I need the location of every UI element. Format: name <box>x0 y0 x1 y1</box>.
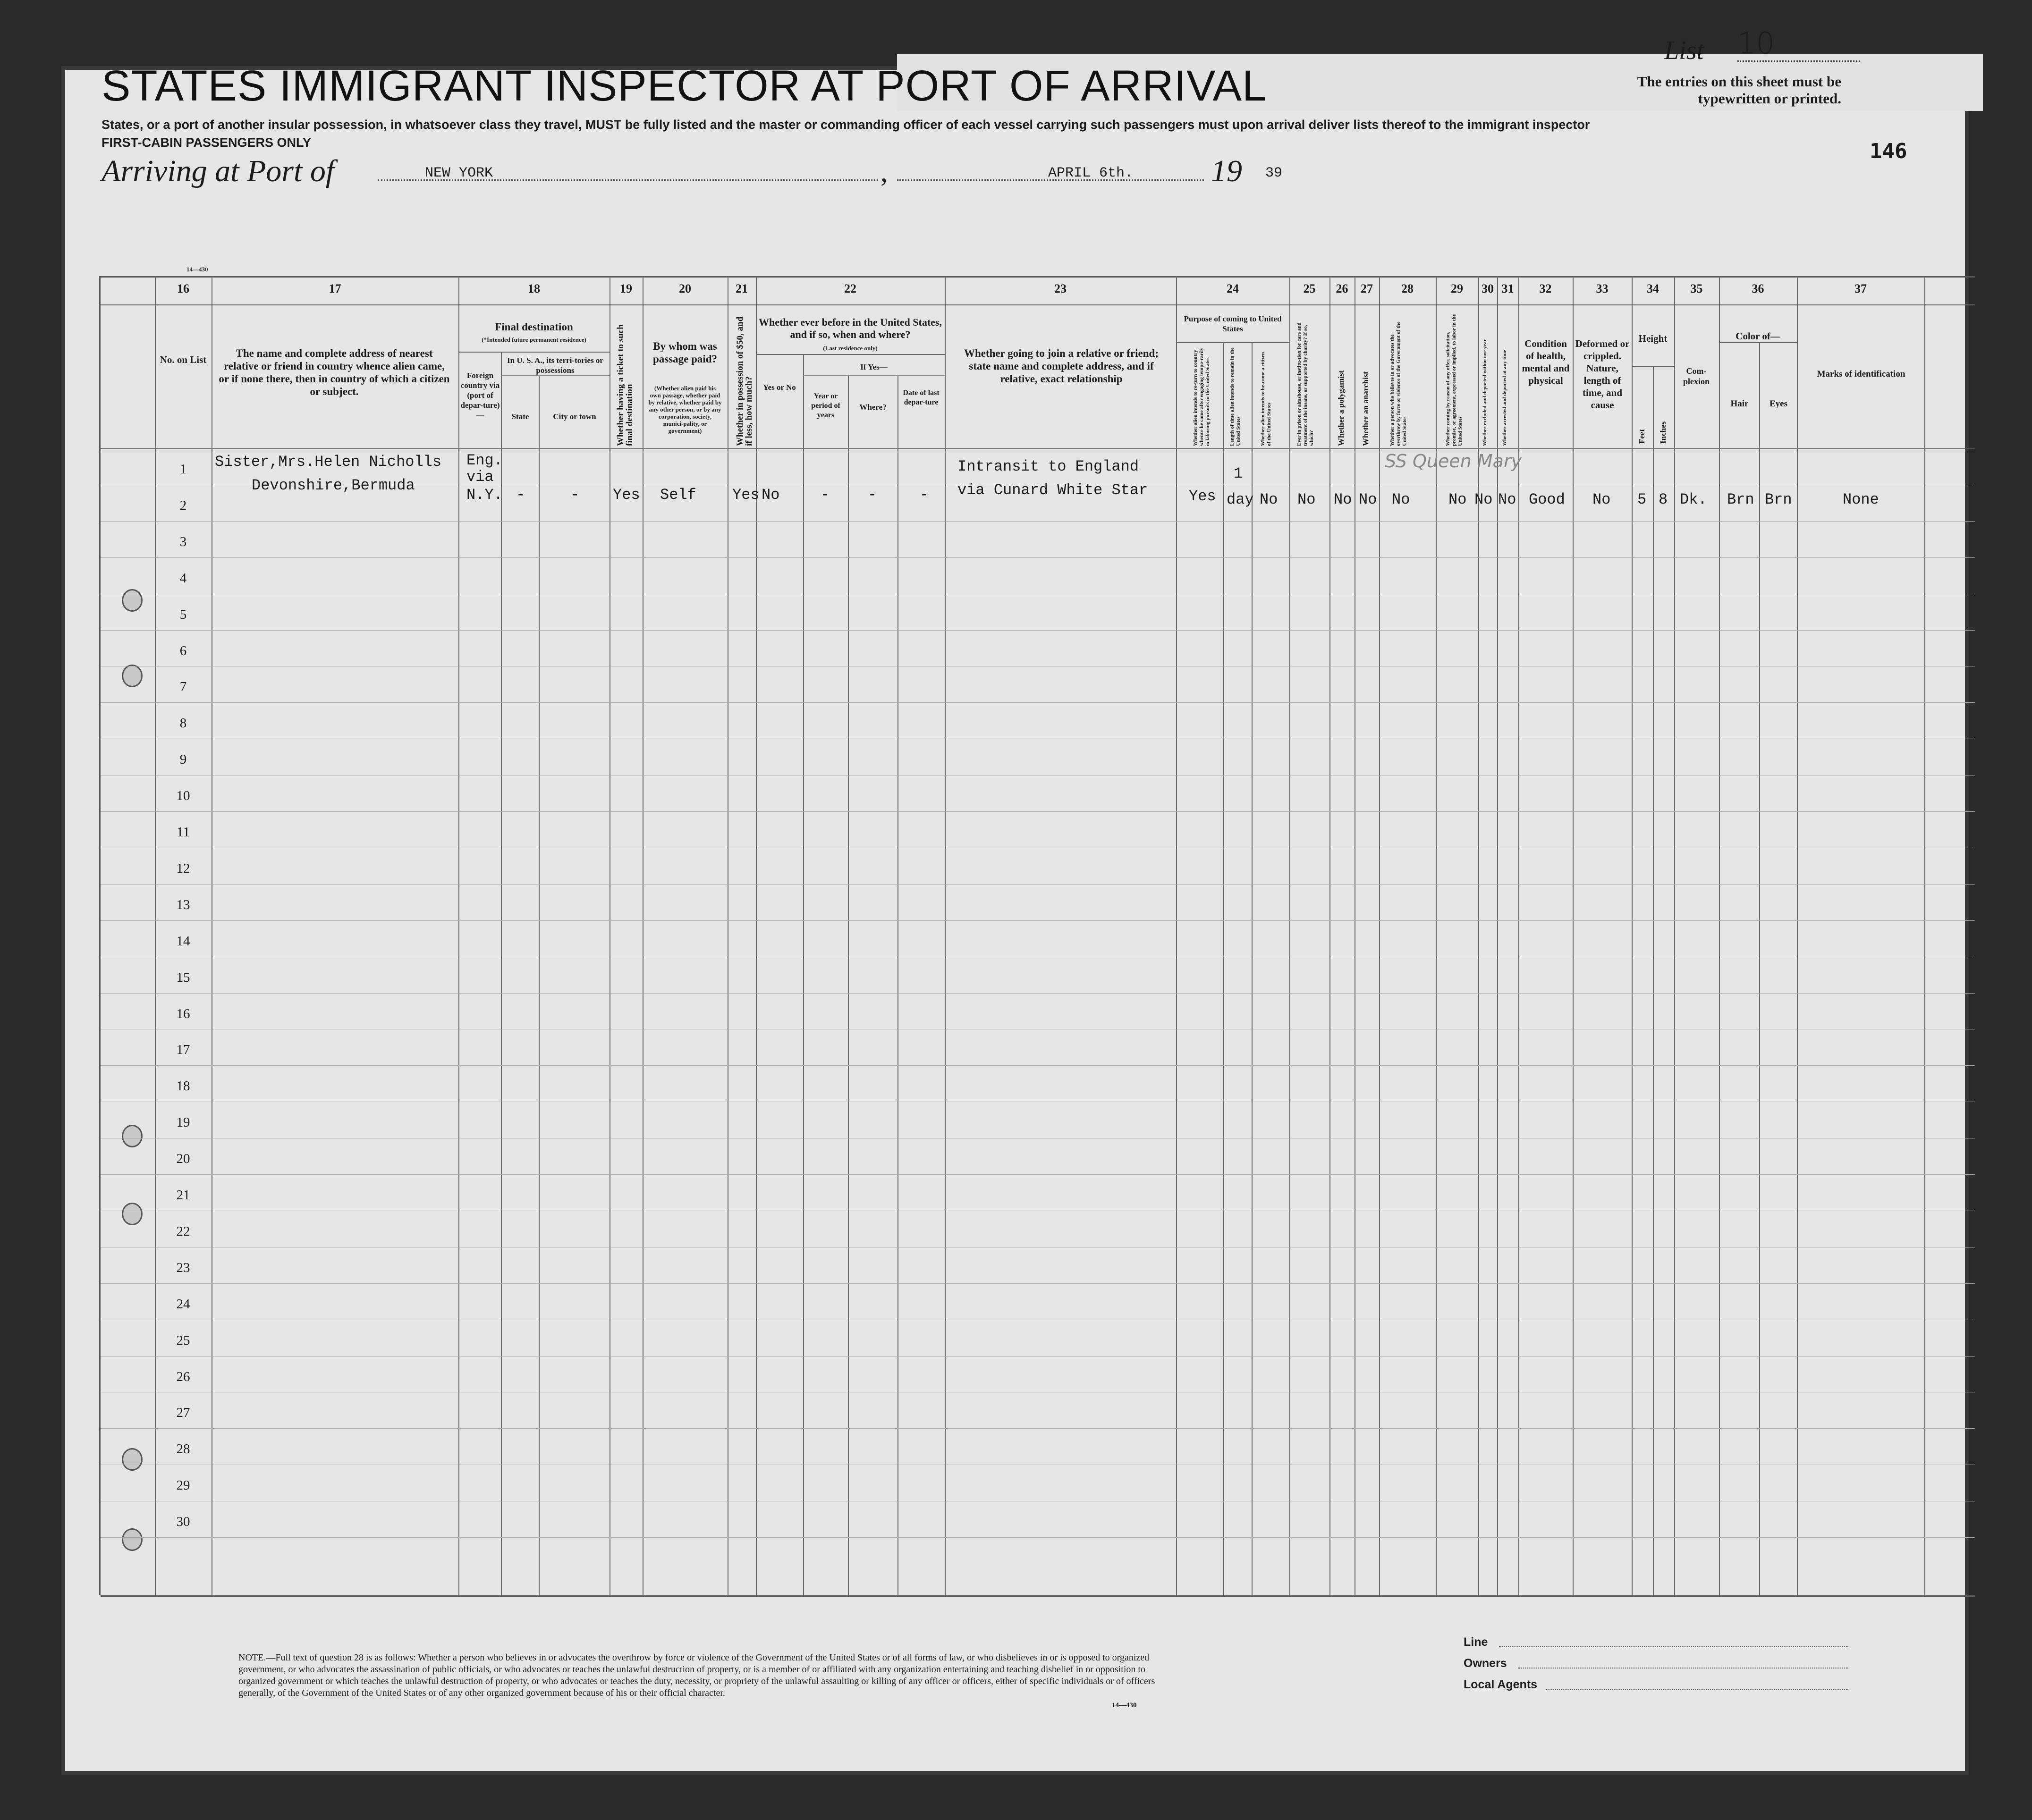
col-number-21: 21 <box>736 282 748 295</box>
col-number-22: 22 <box>844 282 856 295</box>
header-year-or-period: Year or period of years <box>811 392 840 419</box>
row-rule <box>101 1428 1975 1429</box>
row-number: 12 <box>176 860 190 876</box>
row-number: 22 <box>176 1223 190 1239</box>
row-rule <box>101 630 1975 631</box>
col-divider <box>1719 276 1720 1595</box>
col-divider <box>1632 276 1633 1595</box>
col-divider <box>1176 276 1177 1595</box>
header-city-or-town: City or town <box>553 412 596 421</box>
hair-color-value: Brn <box>1727 491 1754 508</box>
col-number-32: 32 <box>1539 282 1552 295</box>
col-number-34: 34 <box>1647 282 1659 295</box>
complexion-value: Dk. <box>1680 491 1707 508</box>
table-bottom-border <box>101 1595 1975 1597</box>
header-labor-offer: Whether coming by reason of any offer, solicitation, promise, or agreement, expressed or implied, to labor in the United States <box>1445 314 1463 446</box>
col-divider <box>1436 276 1437 1595</box>
col-divider <box>1797 276 1798 1595</box>
header-polygamist: Whether a polygamist <box>1337 370 1346 446</box>
owners-label: Owners <box>1464 1657 1507 1670</box>
local-agents-field <box>1546 1689 1848 1690</box>
row-number: 11 <box>177 825 190 840</box>
last-departure-value: - <box>920 486 929 504</box>
col-divider <box>539 375 540 1595</box>
row-number: 5 <box>179 607 187 622</box>
header-foreign-country: Foreign country via (port of depar-ture)— <box>460 371 500 420</box>
subheader-divider <box>1719 342 1797 343</box>
row-rule <box>101 884 1975 885</box>
health-value: Good <box>1529 491 1565 508</box>
col-divider <box>501 352 502 1595</box>
col-divider <box>1924 276 1925 1595</box>
row-number: 6 <box>179 643 187 658</box>
year-suffix: 39 <box>1265 165 1283 181</box>
length-of-stay-number: 1 <box>1234 465 1243 482</box>
subheader-divider <box>501 375 610 376</box>
row-number: 7 <box>179 679 187 695</box>
arrested-value: No <box>1498 491 1516 508</box>
header-excluded: Whether excluded and deported within one year <box>1482 339 1488 446</box>
row-rule <box>101 1065 1975 1066</box>
header-purpose-citizen: Whether alien intends to be-come a citizen of the United States <box>1260 352 1272 446</box>
row-number: 8 <box>179 716 187 731</box>
relative-address: Devonshire,Bermuda <box>252 477 415 494</box>
col-number-18: 18 <box>528 282 540 295</box>
header-overthrow: Whether a person who believes in or advocates the overthrow by force or violence of the Government of the United States <box>1389 321 1407 446</box>
header-ever-before-note: (Last residence only) <box>823 345 878 352</box>
subheader-divider <box>803 375 945 376</box>
col-divider <box>848 375 849 1595</box>
subtitle-line-2: FIRST-CABIN PASSENGERS ONLY <box>102 135 312 150</box>
list-number: 10 <box>1737 26 1860 62</box>
relative-name: Sister,Mrs.Helen Nicholls <box>215 453 442 471</box>
row-number: 29 <box>176 1478 190 1493</box>
row-rule <box>101 1174 1975 1175</box>
row-rule <box>101 920 1975 921</box>
page-number: 146 <box>1870 139 1907 163</box>
ticket-value: Yes <box>613 486 640 504</box>
col-number-25: 25 <box>1303 282 1316 295</box>
prison-value: No <box>1297 491 1316 508</box>
height-inches-value: 8 <box>1659 491 1668 508</box>
column-number-divider <box>101 304 1975 305</box>
overthrow-value: No <box>1392 491 1410 508</box>
col-divider <box>1518 276 1519 1595</box>
header-purpose-length: Length of time alien intends to remain in the United States <box>1229 347 1241 446</box>
subheader-divider <box>756 354 945 355</box>
header-where: Where? <box>859 403 887 412</box>
col-number-36: 36 <box>1752 282 1764 295</box>
row-rule <box>101 557 1975 558</box>
col-number-26: 26 <box>1336 282 1348 295</box>
col-divider <box>803 354 804 1595</box>
col-divider <box>1573 276 1574 1595</box>
col-divider <box>945 276 946 1595</box>
anarchist-value: No <box>1359 491 1377 508</box>
header-eyes: Eyes <box>1770 399 1787 409</box>
header-bottom-border <box>101 448 1975 450</box>
header-ticket: Whether having a ticket to such final destination <box>616 324 635 446</box>
row-number: 23 <box>176 1260 190 1275</box>
row-rule <box>101 1537 1975 1538</box>
header-complexion: Com-plexion <box>1683 366 1710 386</box>
col-divider <box>756 276 757 1595</box>
row-number: 20 <box>176 1151 190 1167</box>
row-number: 13 <box>176 897 190 912</box>
identification-marks-value: None <box>1843 491 1879 508</box>
header-no-on-list: No. on List <box>160 354 207 365</box>
row-rule <box>101 521 1975 522</box>
header-health: Condition of health, mental and physical <box>1522 338 1570 386</box>
row-number: 4 <box>179 570 187 586</box>
subheader-divider <box>458 352 610 353</box>
col-number-29: 29 <box>1451 282 1463 295</box>
header-feet: Feet <box>1637 429 1646 444</box>
header-height: Height <box>1638 333 1668 344</box>
handwritten-ship-name: SS Queen Mary <box>1385 451 1522 472</box>
row-number: 18 <box>176 1079 190 1094</box>
col-divider <box>1223 342 1224 1595</box>
foreign-country-line3: N.Y. <box>466 486 503 504</box>
destination-state: - <box>516 486 525 504</box>
row-number: 17 <box>176 1042 190 1058</box>
col-divider <box>1289 276 1290 1595</box>
header-ever-before: Whether ever before in the United States, and if so, when and where? <box>759 316 942 340</box>
header-purpose: Purpose of coming to United States <box>1184 314 1282 333</box>
arriving-label: Arriving at Port of <box>102 154 335 188</box>
col-divider <box>1674 276 1675 1595</box>
line-field <box>1499 1646 1848 1647</box>
col-number-28: 28 <box>1401 282 1414 295</box>
row-number: 1 <box>179 462 187 477</box>
header-passage-paid: By whom was passage paid? <box>652 340 718 365</box>
header-hair: Hair <box>1730 399 1749 409</box>
subtitle-line-1: States, or a port of another insular possession, in whatsoever class they travel, MUST be fully listed and the master or commanding officer of each vessel carrying such passengers must upon arrival deliver lists thereof to the immigrant inspector <box>102 118 1590 132</box>
col-divider <box>1379 276 1380 1595</box>
row-number: 3 <box>179 534 187 549</box>
join-line-2: via Cunard White Star <box>957 481 1148 499</box>
header-in-usa: In U. S. A., its terri-tories or possessions <box>507 356 603 375</box>
citizen-intent-value: No <box>1260 491 1278 508</box>
col-number-30: 30 <box>1482 282 1494 295</box>
col-number-33: 33 <box>1596 282 1609 295</box>
footer-form-number: 14—430 <box>1112 1702 1137 1709</box>
row-number: 10 <box>176 788 190 804</box>
row-rule <box>101 1356 1975 1357</box>
col-number-20: 20 <box>679 282 691 295</box>
row-number: 14 <box>176 933 190 949</box>
row-number: 16 <box>176 1006 190 1021</box>
col-number-27: 27 <box>1361 282 1373 295</box>
col-number-35: 35 <box>1690 282 1703 295</box>
form-number-top: 14—430 <box>186 266 208 273</box>
header-purpose-return: Whether alien intends to re-turn to country whence he came after engaging tempo-rarily in laboring pursuits in the United States <box>1193 347 1211 446</box>
header-if-yes: If Yes— <box>860 362 888 371</box>
header-final-destination: Final destination <box>495 321 573 333</box>
col-number-37: 37 <box>1854 282 1867 295</box>
row-number: 15 <box>176 969 190 985</box>
header-final-destination-note: (*Intended future permanent residence) <box>482 336 586 343</box>
col-number-23: 23 <box>1054 282 1067 295</box>
row-number: 27 <box>176 1405 190 1421</box>
col-divider <box>1759 342 1760 1595</box>
fifty-dollars-value: Yes <box>732 486 760 504</box>
local-agents-label: Local Agents <box>1464 1678 1538 1691</box>
year-period-value: - <box>821 486 830 504</box>
labor-offer-value: No <box>1448 491 1467 508</box>
col-divider <box>1478 276 1479 1595</box>
row-number: 30 <box>176 1514 190 1530</box>
row-number: 28 <box>176 1441 190 1457</box>
col-divider <box>897 375 898 1595</box>
header-relative-address: The name and complete address of nearest relative or friend in country whence alien came, or if none there, then in country of which a citizen or subject. <box>219 347 450 397</box>
ever-before-value: No <box>762 486 780 504</box>
col-number-31: 31 <box>1501 282 1514 295</box>
header-yes-or-no: Yes or No <box>763 383 796 392</box>
col-divider <box>1497 276 1498 1595</box>
row-rule <box>101 993 1975 994</box>
col-divider <box>458 276 459 1595</box>
page-title: STATES IMMIGRANT INSPECTOR AT PORT OF ARRIVAL <box>102 62 1267 110</box>
eye-color-value: Brn <box>1765 491 1792 508</box>
row-number: 2 <box>179 497 187 513</box>
list-label: List <box>1664 36 1704 65</box>
subheader-divider <box>1632 366 1674 367</box>
row-number: 19 <box>176 1115 190 1130</box>
header-fifty-dollars: Whether in possession of $50, and if less, how much? <box>735 316 754 446</box>
header-anarchist: Whether an anarchist <box>1361 371 1370 446</box>
height-feet-value: 5 <box>1637 491 1647 508</box>
header-marks: Marks of identification <box>1817 369 1905 379</box>
subheader-divider <box>1176 342 1289 343</box>
manifest-table <box>99 276 1975 1595</box>
where-value: - <box>868 486 877 504</box>
row-number: 9 <box>179 752 187 767</box>
row-rule <box>101 811 1975 812</box>
col-number-16: 16 <box>177 282 189 295</box>
col-divider <box>1329 276 1330 1595</box>
header-going-to-join: Whether going to join a relative or friend; state name and complete address, and if relative, exact relationship <box>964 347 1159 385</box>
header-color-of: Color of— <box>1736 330 1780 342</box>
purpose-return-value: Yes <box>1189 488 1216 505</box>
page-subtitle <box>102 116 1659 152</box>
separator-comma: , <box>881 156 888 187</box>
header-deformed: Deformed or crippled. Nature, length of time, and cause <box>1575 338 1630 411</box>
header-date-last-departure: Date of last depar-ture <box>903 389 940 406</box>
col-number-24: 24 <box>1227 282 1239 295</box>
foreign-country-line1: Eng. <box>466 452 503 469</box>
header-prison: Ever in prison or almshouse, or institu-tion for care and treatment of the insane, or supported by charity? If so, which? <box>1296 322 1314 446</box>
port-value: NEW YORK <box>425 165 493 181</box>
col-divider <box>1252 342 1253 1595</box>
destination-city: - <box>570 486 580 504</box>
header-inches: Inches <box>1659 421 1668 444</box>
polygamist-value: No <box>1334 491 1352 508</box>
length-of-stay-unit: day <box>1227 491 1254 508</box>
line-label: Line <box>1464 1635 1488 1649</box>
footer-note: NOTE.—Full text of question 28 is as follows: Whether a person who believes in or advocates the overthrow by force or violence of the Government of the United States or of all forms of law, or who disbelieves in or is opposed to organized government, or who advocates the assassination of public officials, or who advocates or teaches the unlawful destruction of property, or is a member of or affiliated with any organization entertaining and teaching disbelief in or opposition to organized government or which teaches the unlawful destruction of property, or who advocates or teaches the duty, necessity, or propriety of the unlawful assaulting or killing of any officer or officers, either of specific individuals or of officers generally, of the Government of the United States or of any other organized government because of his or their official character. <box>238 1652 1155 1698</box>
deformed-value: No <box>1592 491 1611 508</box>
header-arrested: Whether arrested and deported at any time <box>1502 350 1507 446</box>
row-number: 24 <box>176 1296 190 1312</box>
row-rule <box>101 702 1975 703</box>
typewriter-note: The entries on this sheet must be typewritten or printed. <box>1637 73 1841 107</box>
col-number-17: 17 <box>329 282 341 295</box>
header-state: State <box>511 412 529 421</box>
excluded-value: No <box>1474 491 1493 508</box>
foreign-country-line2: via <box>466 468 494 486</box>
year-prefix: 19 <box>1211 154 1242 188</box>
row-rule <box>101 1283 1975 1284</box>
col-number-19: 19 <box>620 282 632 295</box>
row-number: 25 <box>176 1332 190 1348</box>
row-number: 21 <box>176 1188 190 1203</box>
arrival-date: APRIL 6th. <box>1048 165 1134 181</box>
passage-paid-value: Self <box>660 486 696 504</box>
join-line-1: Intransit to England <box>957 458 1139 475</box>
table-top-border <box>101 276 1975 278</box>
col-divider <box>1653 366 1654 1595</box>
header-passage-paid-note: (Whether alien paid his own passage, whether paid by relative, whether paid by any other person, or by any corporation, society, munici-pality, or government) <box>648 385 722 434</box>
row-number: 26 <box>176 1369 190 1384</box>
